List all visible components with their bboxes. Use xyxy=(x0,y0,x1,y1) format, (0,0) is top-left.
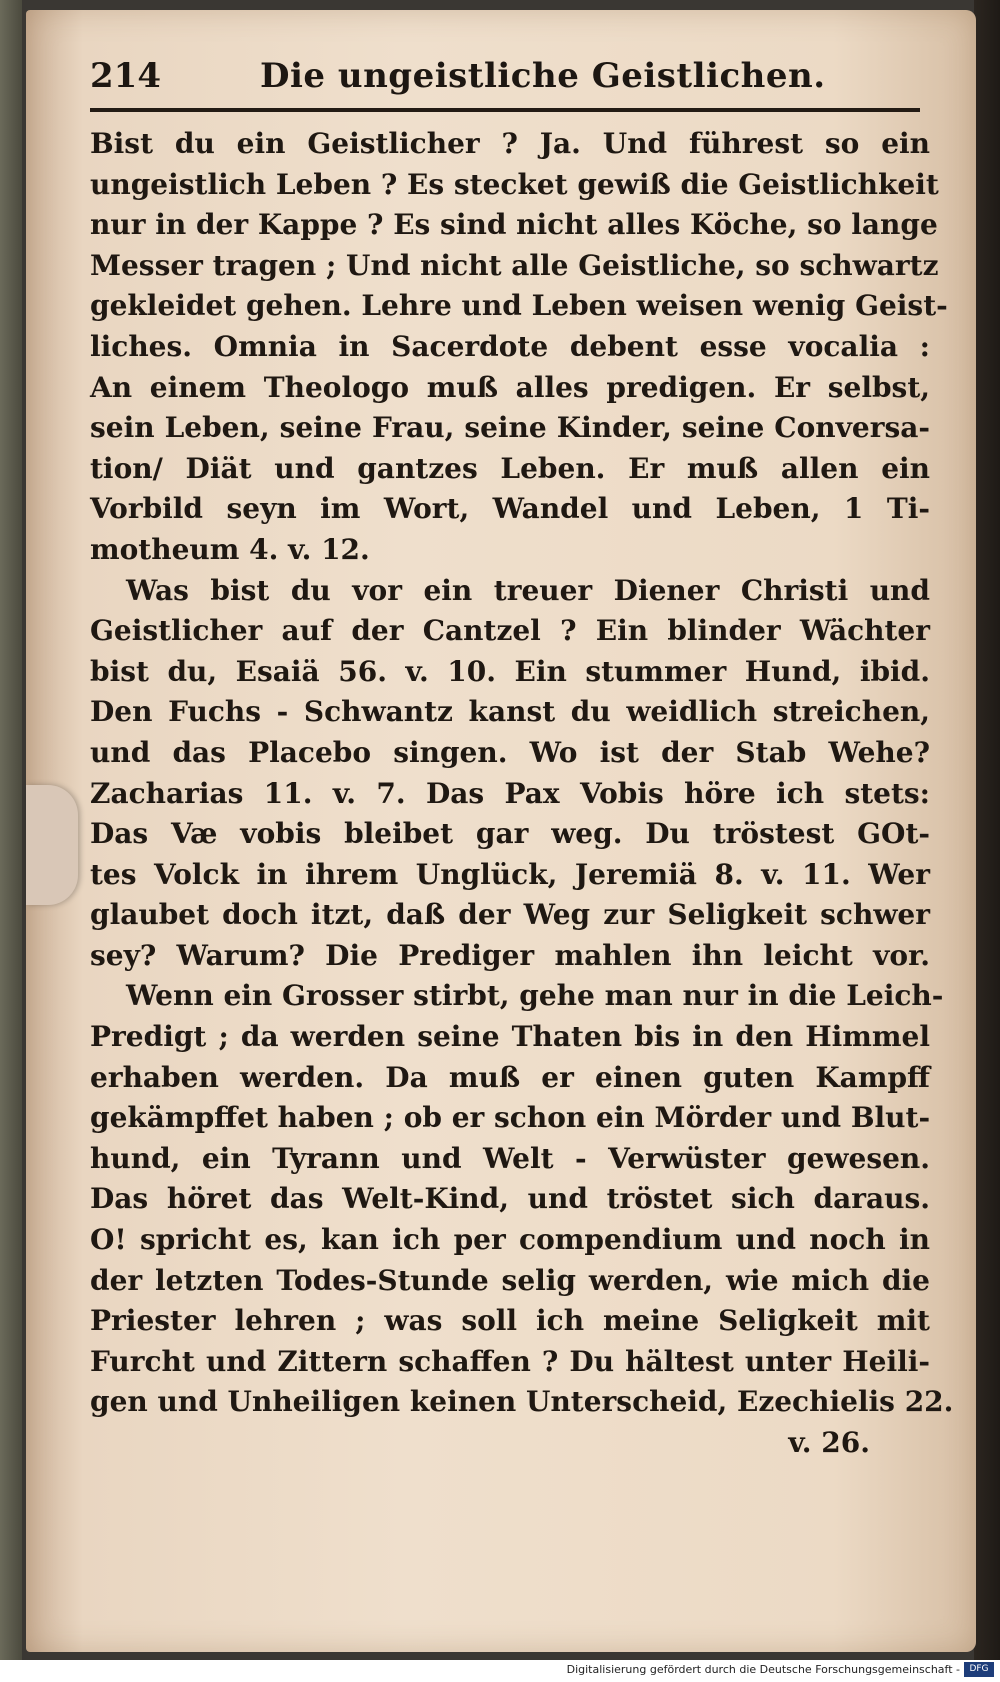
text-line: ungeistlich Leben ? Es stecket gewiß die Geistlichkeit xyxy=(90,167,939,201)
text-line: Geistlicher auf der Cantzel ? Ein blinder Wächter xyxy=(90,614,930,648)
text-line: Das Væ vobis bleibet gar weg. Du tröstest GOt- xyxy=(90,817,930,851)
page-clip xyxy=(26,785,78,905)
catchword-line: v. 26. xyxy=(788,1426,870,1459)
text-line: gekämpffet haben ; ob er schon ein Mörder und Blut- xyxy=(90,1101,931,1135)
text-line: tes Volck in ihrem Unglück, Jeremiä 8. v. 11. Wer xyxy=(90,857,930,891)
text-line: Bist du ein Geistlicher ? Ja. Und führest so ein xyxy=(90,127,930,160)
page-header xyxy=(90,56,920,104)
text-line: An einem Theologo muß alles predigen. Er selbst, xyxy=(90,370,930,404)
running-title: Die ungeistliche Geistlichen. xyxy=(260,56,826,96)
text-line: und das Placebo singen. Wo ist der Stab Wehe? xyxy=(90,735,930,769)
text-line: glaubet doch itzt, daß der Weg zur Seligkeit schwer xyxy=(90,898,930,932)
text-line: Vorbild seyn im Wort, Wandel und Leben, 1 Ti- xyxy=(90,492,930,526)
text-line: O! spricht es, kan ich per compendium und noch in xyxy=(90,1223,930,1257)
text-line: Predigt ; da werden seine Thaten bis in den Himmel xyxy=(90,1020,930,1054)
text-line: gekleidet gehen. Lehre und Leben weisen wenig Geist- xyxy=(90,289,948,323)
text-line: Messer tragen ; Und nicht alle Geistliche, so schwartz xyxy=(90,248,939,282)
text-line: nur in der Kappe ? Es sind nicht alles Köche, so lange xyxy=(90,208,938,242)
text-line: Den Fuchs - Schwantz kanst du weidlich streichen, xyxy=(90,695,930,729)
text-line: sey? Warum? Die Prediger mahlen ihn leicht vor. xyxy=(90,938,930,972)
text-line: erhaben werden. Da muß er einen guten Kampff xyxy=(90,1060,930,1094)
page-number: 214 xyxy=(90,56,161,96)
text-line: Wenn ein Grosser stirbt, gehe man nur in die Leich- xyxy=(126,979,944,1013)
text-line: tion/ Diät und gantzes Leben. Er muß allen ein xyxy=(90,451,930,485)
body-text xyxy=(90,124,954,1464)
dfg-logo: DFG xyxy=(964,1662,994,1677)
text-line: Zacharias 11. v. 7. Das Pax Vobis höre ich stets: xyxy=(90,776,930,810)
text-line: der letzten Todes-Stunde selig werden, wie mich die xyxy=(90,1263,930,1297)
text-line: bist du, Esaiä 56. v. 10. Ein stummer Hund, ibid. xyxy=(90,654,930,688)
text-line: Was bist du vor ein treuer Diener Christi und xyxy=(126,573,930,607)
text-line: Priester lehren ; was soll ich meine Seligkeit mit xyxy=(90,1304,930,1338)
text-line: gen und Unheiligen keinen Unterscheid, Ezechielis 22. xyxy=(90,1385,954,1419)
text-line: hund, ein Tyrann und Welt - Verwüster gewesen. xyxy=(90,1141,930,1175)
text-line: Das höret das Welt-Kind, und tröstet sich daraus. xyxy=(90,1182,930,1216)
book-spine-edge xyxy=(0,0,22,1660)
text-line: motheum 4. v. 12. xyxy=(90,532,370,566)
book-fore-edge xyxy=(974,0,1000,1660)
digitization-credit: Digitalisierung gefördert durch die Deutsche Forschungsgemeinschaft - xyxy=(566,1663,960,1676)
header-rule xyxy=(90,108,920,112)
text-line: Furcht und Zittern schaffen ? Du hältest unter Heili- xyxy=(90,1344,930,1378)
text-line: liches. Omnia in Sacerdote debent esse vocalia : xyxy=(90,329,930,363)
text-line: sein Leben, seine Frau, seine Kinder, seine Conversa- xyxy=(90,411,930,445)
